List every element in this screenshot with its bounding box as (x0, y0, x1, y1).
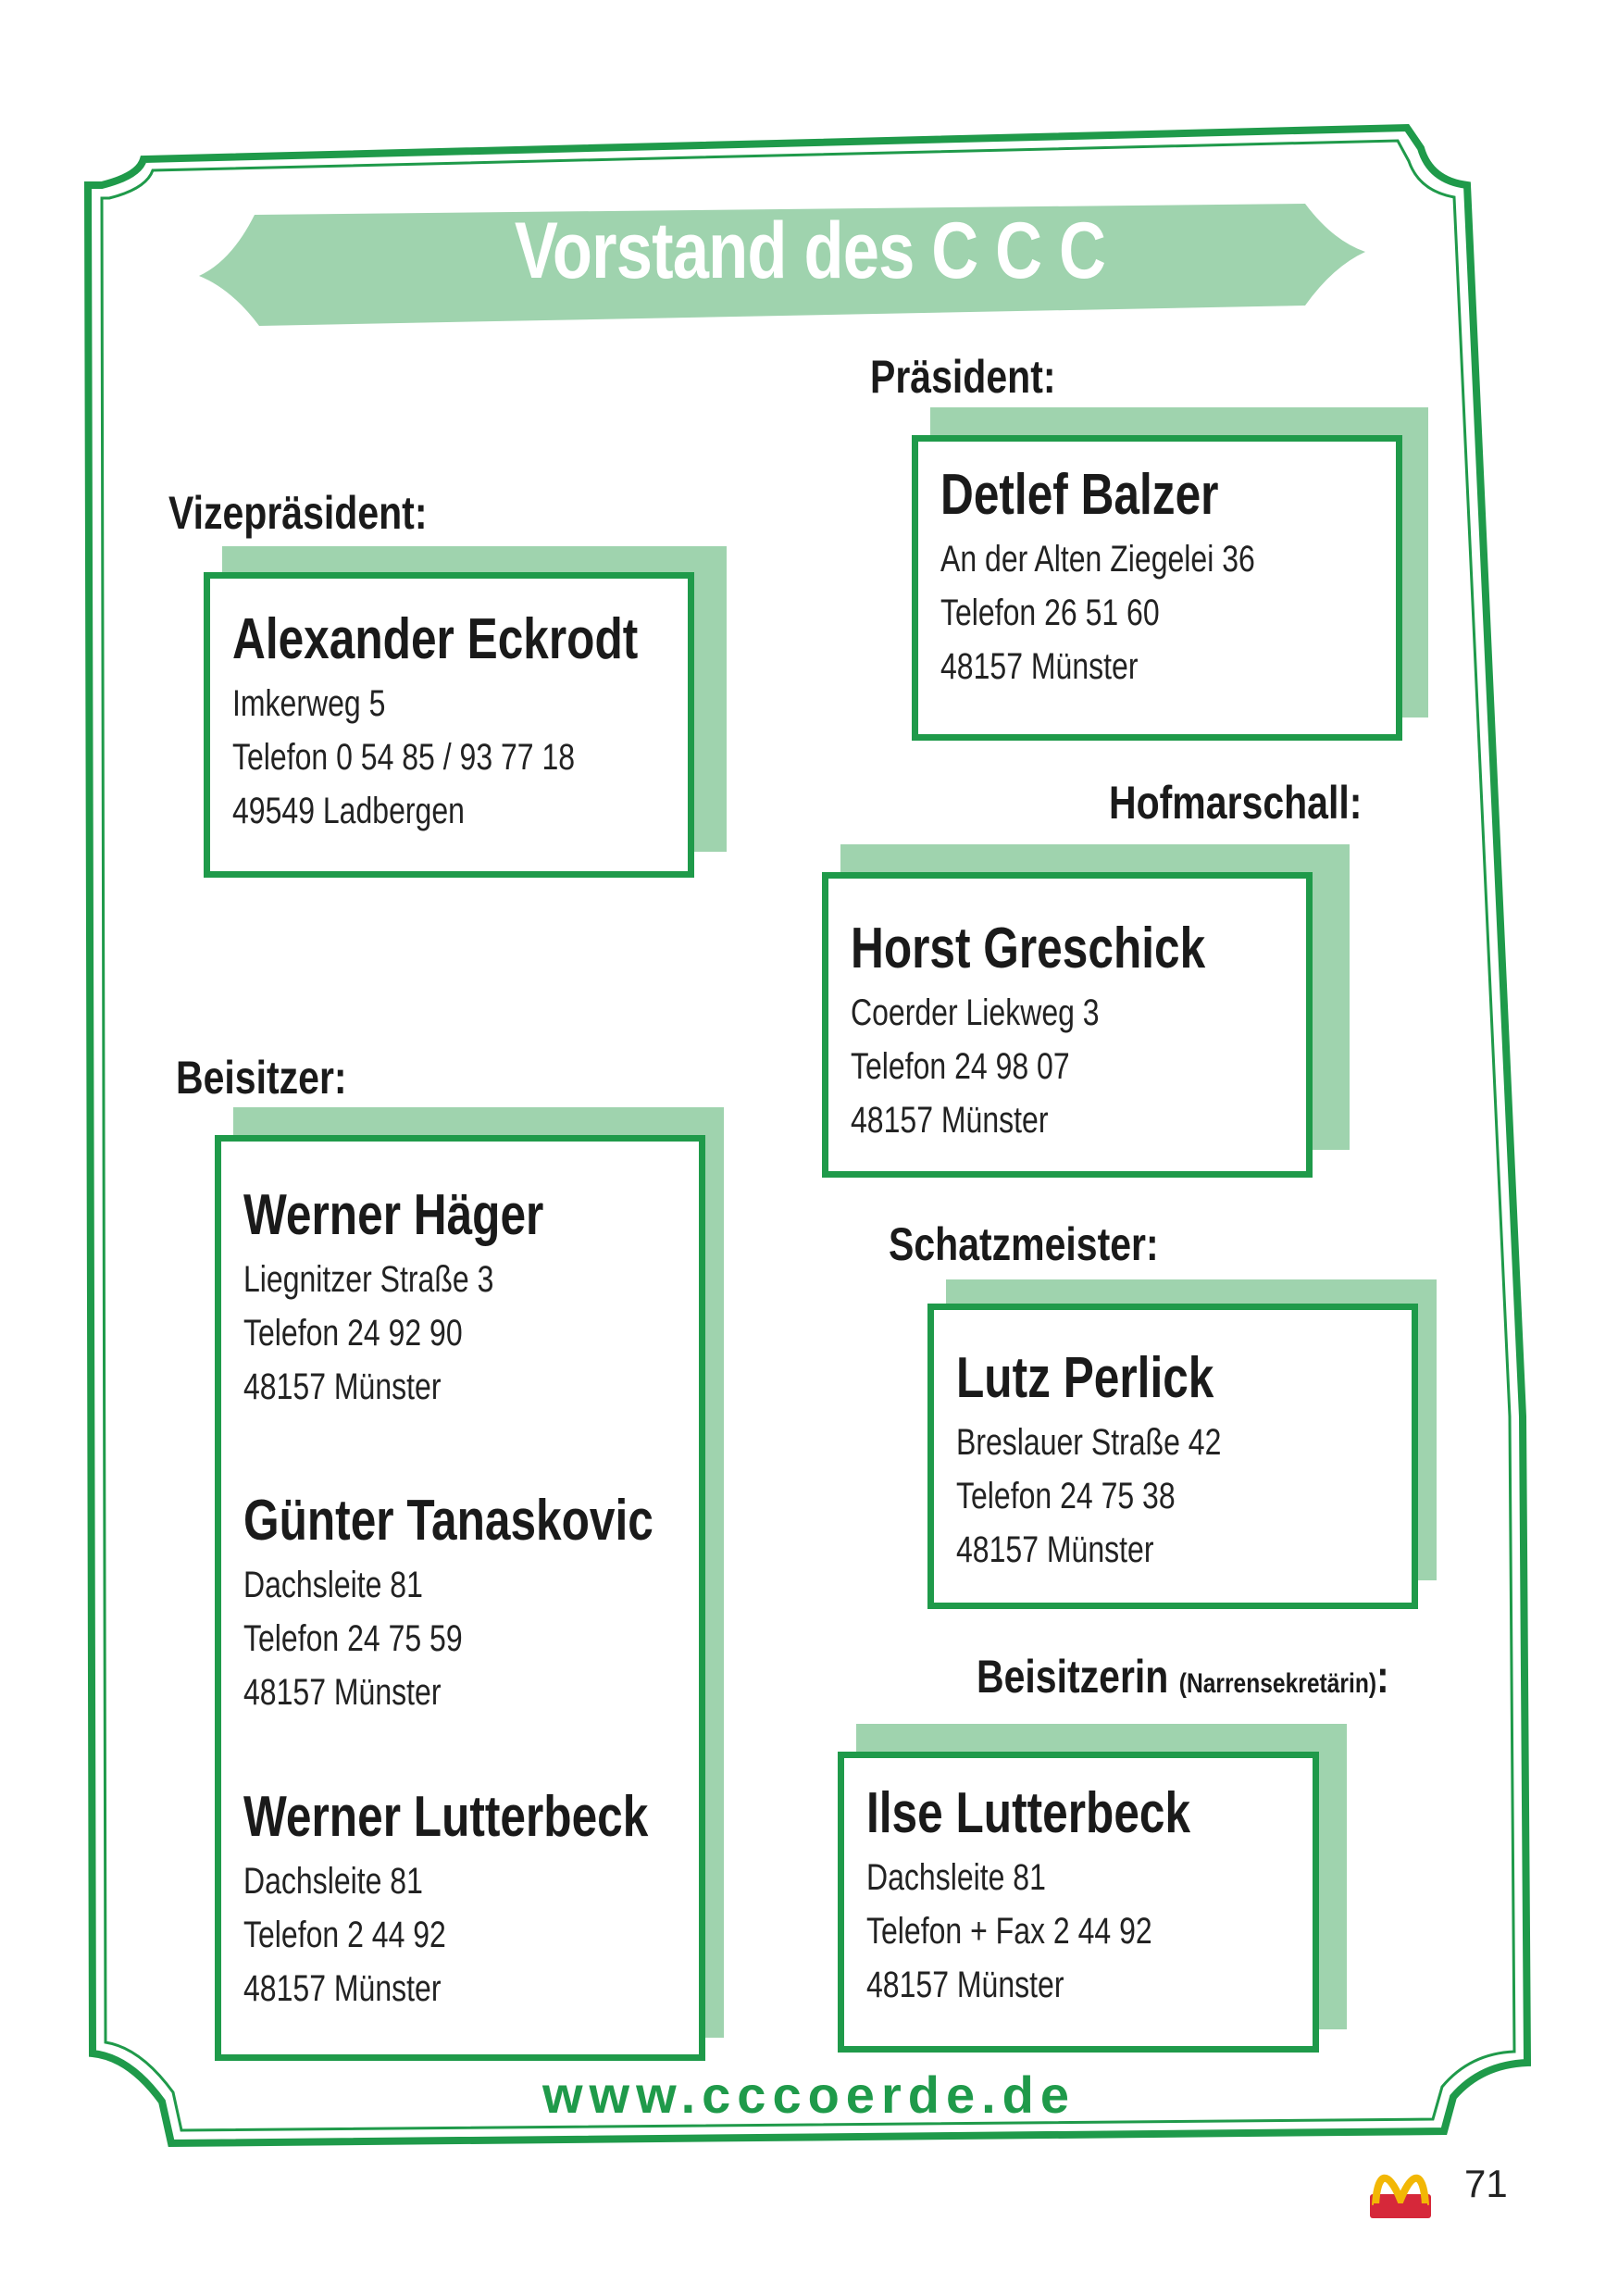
person-street: Imkerweg 5 (232, 683, 386, 724)
person-phone: Telefon 2 44 92 (243, 1915, 446, 1955)
person-street: Dachsleite 81 (243, 1565, 423, 1605)
page-title: Vorstand des C C C (514, 206, 1106, 295)
person-city: 49549 Ladbergen (232, 791, 465, 831)
role-schatzmeister: Schatzmeister: (889, 1218, 1159, 1270)
person-street: Dachsleite 81 (243, 1861, 423, 1902)
person-name: Günter Tanaskovic (243, 1489, 653, 1553)
title-banner (0, 0, 1618, 370)
website-link[interactable]: www.cccoerde.de (542, 2065, 1076, 2124)
person-name: Horst Greschick (851, 917, 1206, 980)
person-city: 48157 Münster (956, 1529, 1154, 1570)
role-beisitzerin-label: Beisitzerin (977, 1651, 1169, 1703)
role-vizepraesident: Vizepräsident: (168, 487, 428, 539)
person-phone: Telefon 24 98 07 (851, 1046, 1070, 1087)
person-street: Coerder Liekweg 3 (851, 992, 1100, 1033)
role-hofmarschall: Hofmarschall: (1109, 777, 1363, 829)
person-city: 48157 Münster (243, 1672, 442, 1713)
role-beisitzer: Beisitzer: (176, 1052, 347, 1104)
person-street: An der Alten Ziegelei 36 (940, 539, 1255, 580)
person-name: Werner Lutterbeck (243, 1785, 649, 1849)
person-street: Liegnitzer Straße 3 (243, 1259, 494, 1300)
person-phone: Telefon 24 75 38 (956, 1476, 1176, 1516)
role-praesident: Präsident: (870, 351, 1056, 403)
person-phone: Telefon 0 54 85 / 93 77 18 (232, 737, 576, 778)
person-name: Lutz Perlick (956, 1346, 1214, 1410)
mcdonalds-logo (1368, 2157, 1433, 2222)
person-city: 48157 Münster (940, 646, 1139, 687)
person-name: Alexander Eckrodt (232, 607, 639, 671)
person-street: Breslauer Straße 42 (956, 1422, 1222, 1463)
person-street: Dachsleite 81 (866, 1857, 1046, 1898)
role-beisitzerin (977, 1650, 1389, 1703)
person-phone: Telefon 24 92 90 (243, 1313, 463, 1354)
role-beisitzerin-note: (Narrensekretärin) (1178, 1668, 1377, 1699)
person-phone: Telefon + Fax 2 44 92 (866, 1911, 1152, 1952)
person-phone: Telefon 26 51 60 (940, 593, 1160, 633)
role-beisitzerin-colon: : (1376, 1651, 1389, 1703)
page-number: 71 (1464, 2162, 1508, 2205)
person-city: 48157 Münster (243, 1366, 442, 1407)
person-name: Detlef Balzer (940, 463, 1219, 527)
person-city: 48157 Münster (243, 1968, 442, 2009)
person-city: 48157 Münster (866, 1965, 1064, 2005)
person-city: 48157 Münster (851, 1100, 1049, 1141)
person-name: Ilse Lutterbeck (866, 1781, 1191, 1845)
person-phone: Telefon 24 75 59 (243, 1618, 463, 1659)
person-name: Werner Häger (243, 1183, 544, 1247)
